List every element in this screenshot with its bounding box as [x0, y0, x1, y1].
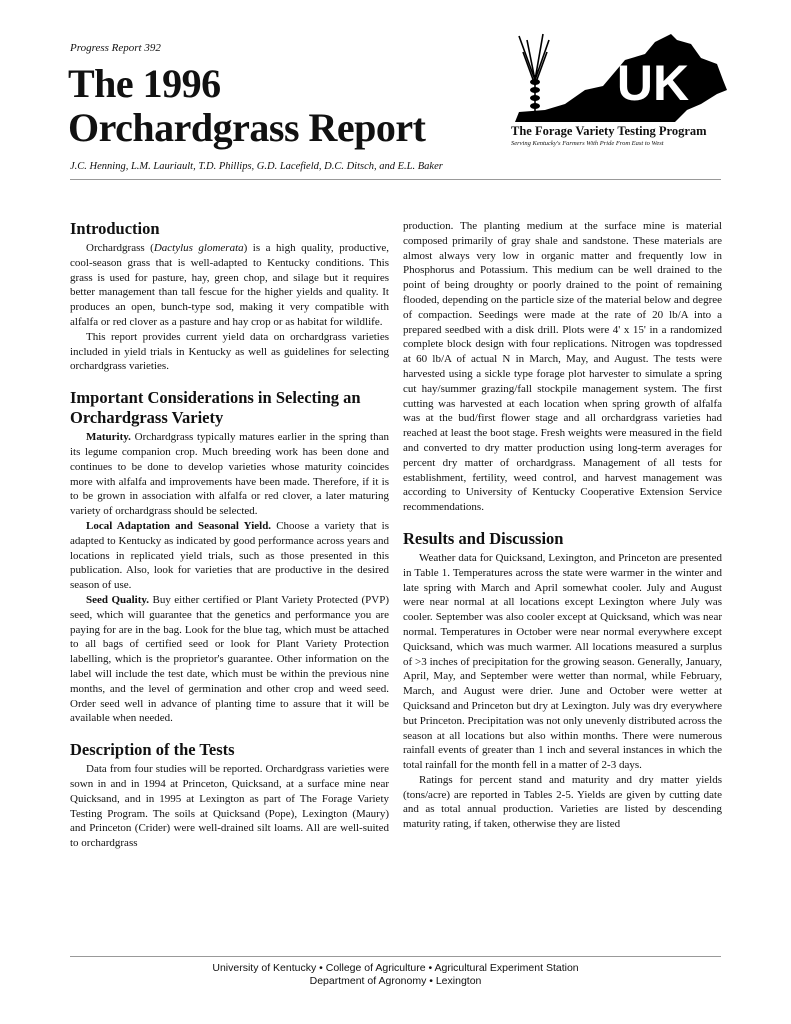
footer-rule [70, 956, 721, 957]
footer-line-2: Department of Agronomy • Lexington [309, 975, 482, 987]
results-heading: Results and Discussion [403, 528, 564, 548]
introduction-paragraph-2: This report provides current yield data on orchardgrass varieties included in yield trials in Kentucky as well as guidelines for selecting orchardgrass varieties. [70, 330, 389, 373]
title-line-1: The 1996 [68, 61, 221, 106]
footer-line-1: University of Kentucky • College of Agriculture • Agricultural Experiment Station [212, 962, 579, 974]
program-tagline: Serving Kentucky's Farmers With Pride From East to West [511, 140, 664, 147]
description-paragraph-continued: production. The planting medium at the surface mine is material composed primarily of gray shale and sandstone. These materials are almost always very low in organic matter and frequently low in Phosphorus and Potassium. This medium can be well drained to the point of being droughty or poorly drained to the point of remaining flooded, depending on the particle size of the material below and degree of compaction. Seedings were made at the rate of 20 lb/A into a prepared seedbed with a disk drill. Plots were 4' x 15' in a randomized complete block design with four replications. Nitrogen was topdressed at 60 lb/A of actual N in March, May, and August. The tests were harvested using a sickle type forage plot harvester to simulate a spring cut hay/summer grazing/fall stockpile management system. The first cutting was harvested at each location when spring growth of alfalfa was at the bud/first flower stage and all orchardgrass varieties had reached at least the boot stage. Fresh weights were measured in the field and converted to dry matter production using long-term averages for percent dry matter of orchardgrass. Management of all tests for establishment, fertility, weed control, and harvest management was according to University of Kentucky Cooperative Extension Service recommendations. [403, 220, 722, 514]
title-line-2: Orchardgrass Report [68, 105, 426, 150]
footer [0, 962, 791, 988]
report-number: Progress Report 392 [70, 42, 161, 54]
right-column [403, 219, 722, 832]
seed-quality-paragraph: Seed Quality. Buy either certified or Plant Variety Protected (PVP) seed, which will guarantee that the genetics and performance you are paying for are in the bag. Look for the blue tag, which must be attached to all bags of certified seed or look for Plant Variety Protection labelling, which is the proprietor's guarantee. Other information on the label will include the test date, which must be within the previous nine months, and the level of germination and other crop and weed seed. Order seed well in advance of planting time to assure that it will be available when needed. [70, 593, 390, 725]
uk-logo [505, 30, 730, 130]
maturity-paragraph: Maturity. Orchardgrass typically matures earlier in the spring than its legume companion crop. Much breeding work has been done and continues to be done to develop varieties whose maturity coincides more with alfalfa and improvements have been made. Therefore, if it is to be grown in association with alfalfa or red clover, a later maturing variety of orchardgrass should be selected. [70, 431, 389, 518]
adaptation-paragraph: Local Adaptation and Seasonal Yield. Choose a variety that is adapted to Kentucky as indicated by good performance across years and locations in replicated yield trials, such as those presented in this publication. Also, look for varieties that are productive in the desired season of use. [70, 519, 389, 592]
authors: J.C. Henning, L.M. Lauriault, T.D. Phillips, G.D. Lacefield, D.C. Ditsch, and E.L. Baker [70, 161, 443, 172]
description-heading: Description of the Tests [70, 740, 235, 760]
maturity-label: Maturity. [86, 431, 131, 444]
header-rule [70, 179, 721, 180]
species-name: Dactylus glomerata [153, 242, 244, 254]
adaptation-label: Local Adaptation and Seasonal Yield. [86, 519, 272, 532]
introduction-paragraph-1: Orchardgrass (Dactylus glomerata) is a high quality, productive, cool-season grass that is well-adapted to Kentucky conditions. This grass is used for pasture, hay, green chop, and silage but it requires better management than tall fescue for the higher yields and quality. It produces an open, bunch-type sod, making it very compatible with alfalfa or red clover as a pasture and hay crop or as habitat for wildlife. [70, 242, 389, 328]
description-paragraph-1: Data from four studies will be reported. Orchardgrass varieties were sown in and in 1994 at Princeton, Quicksand, at a surface mine near Quicksand, and in 1995 at Lexington as part of The Forage Variety Testing Program. The soils at Quicksand (Pope), Lexington (Maury) and Princeton (Crider) were well-drained silt loams. All are well-suited to orchardgrass [70, 763, 389, 850]
considerations-heading: Important Considerations in Selecting an Orchardgrass Variety [70, 388, 361, 428]
results-paragraph-2: Ratings for percent stand and maturity and dry matter yields (tons/acre) are reported in Tables 2-5. Yields are given by cutting date and as total annual production. Varieties are listed by descending maturity rating, if taken, otherwise they are listed [403, 773, 722, 831]
introduction-heading: Introduction [70, 219, 160, 238]
report-title [68, 62, 426, 150]
seed-quality-label: Seed Quality. [86, 593, 150, 606]
results-paragraph-1: Weather data for Quicksand, Lexington, and Princeton are presented in Table 1. Temperatures across the state were warmer in the winter and late spring with March and April somewhat cooler. July and August were near normal at all locations except Lexington where July was cooler. September was also cooler except at Quicksand, which was near normal. Temperatures in October were near normal everywhere except Quicksand, which was much warmer. All locations measured a surplus of >3 inches of precipitation for the growing season. Generally, January, April, May, and September were wetter than normal, while February, March, and August were drier. June and October were wetter at Quicksand and Princeton but dry at Lexington. July was dry everywhere but Princeton. Precipitation was not only unevenly distributed across the season at all locations but also within months. There were numerous rainfall events of greater than 1 inch and several instances in which the total rainfall for the month fell in a matter of 2-3 days. [403, 551, 722, 772]
logo-text: UK [616, 55, 690, 111]
left-column [70, 216, 389, 851]
program-name: The Forage Variety Testing Program [511, 124, 707, 138]
